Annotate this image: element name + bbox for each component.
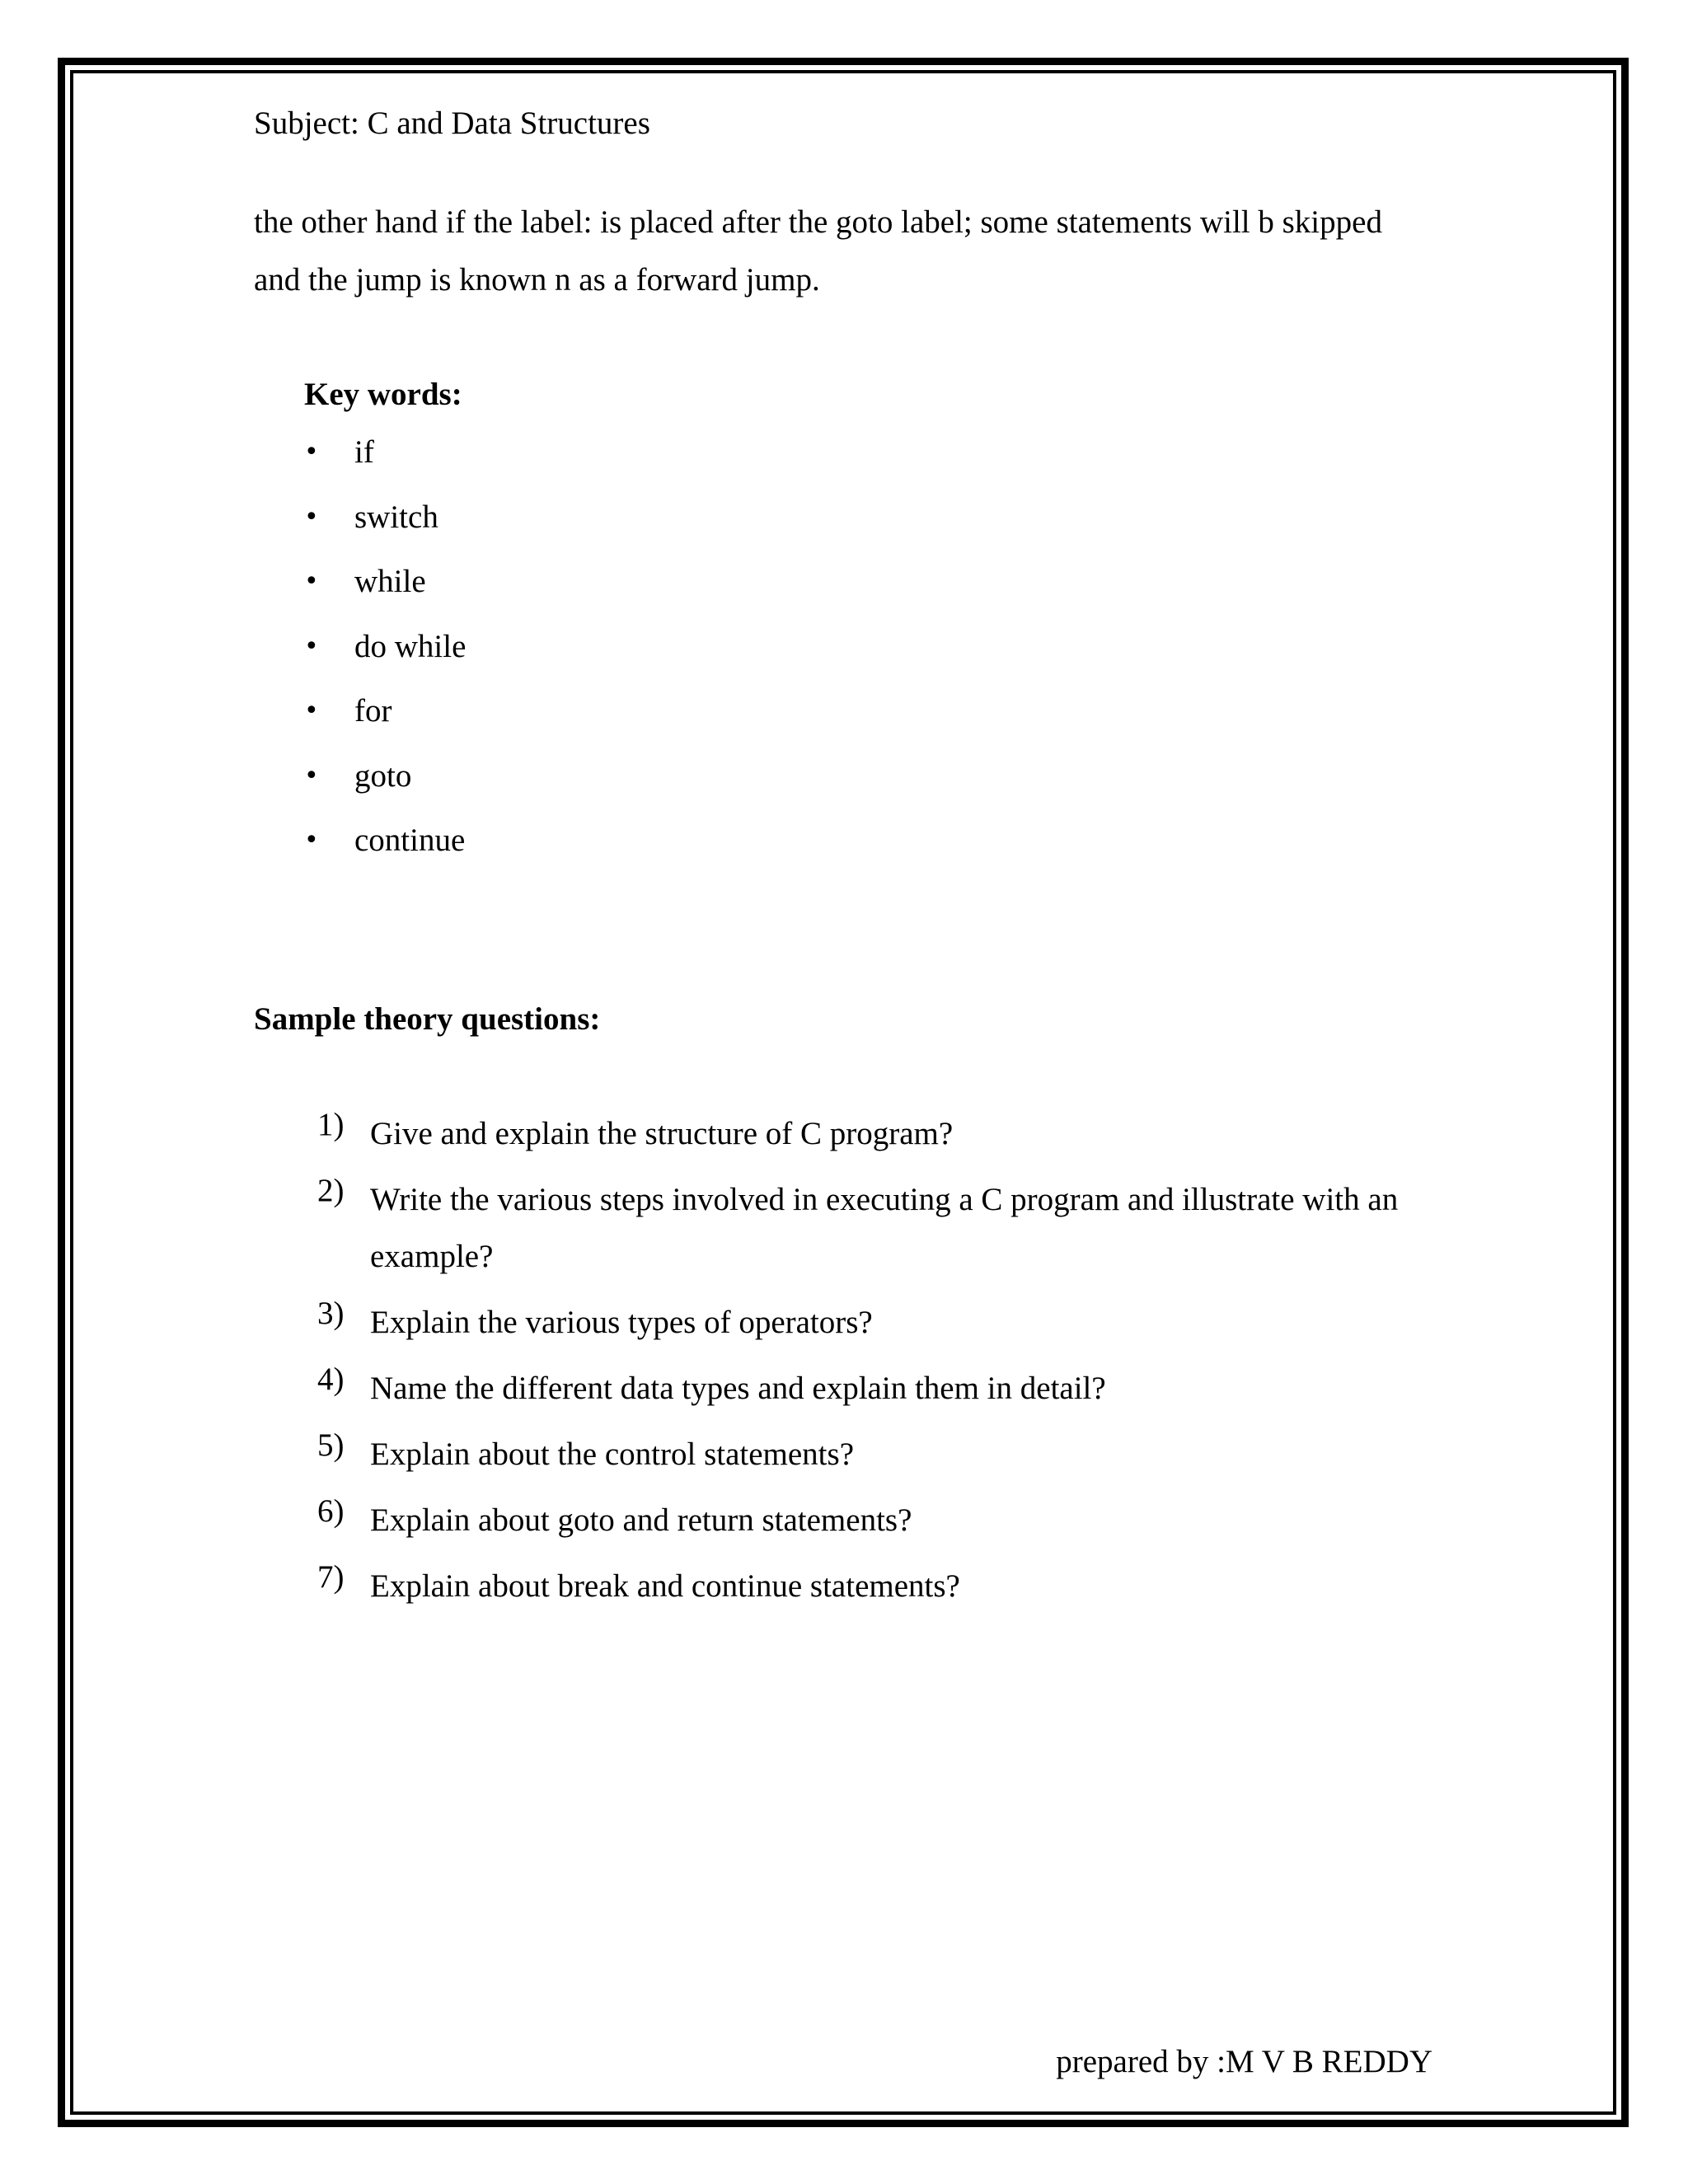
question-number: 3) [317,1296,345,1331]
question-item [317,1426,1442,1483]
question-number: 5) [317,1427,345,1463]
question-number: 2) [317,1173,345,1208]
subject-header: Subject: C and Data Structures [254,105,650,141]
question-text: Explain about goto and return statements? [370,1502,912,1538]
intro-paragraph-line-1: the other hand if the label: is placed after the goto label; some statements will b skipped [254,204,1382,240]
bullet-icon: • [304,438,319,466]
question-text: Explain about break and continue statements? [370,1568,960,1604]
keyword-label: while [354,564,426,599]
question-text: Name the different data types and explain them in detail? [370,1371,1106,1406]
question-item [317,1558,1442,1615]
prepared-by-footer: prepared by :M V B REDDY [1056,2044,1432,2079]
keyword-label: do while [354,628,467,664]
keyword-label: continue [354,823,466,858]
question-number: 7) [317,1559,345,1595]
keywords-heading: Key words: [304,377,462,412]
sample-questions-heading: Sample theory questions: [254,1001,601,1037]
bullet-icon: • [304,502,319,532]
bullet-icon: • [304,761,319,790]
question-item [317,1360,1442,1417]
keyword-label: goto [354,757,412,794]
question-number: 6) [317,1493,345,1529]
question-number: 1) [317,1107,345,1142]
keyword-label: switch [354,499,438,535]
question-number: 4) [317,1361,345,1397]
question-item [317,1294,1442,1351]
bullet-icon: • [304,631,319,661]
intro-paragraph-line-2: and the jump is known n as a forward jump. [254,262,820,298]
question-item [317,1105,1442,1162]
keyword-label: for [354,693,392,729]
bullet-icon: • [304,567,319,596]
keyword-label: if [354,434,374,470]
question-text: Explain the various types of operators? [370,1305,873,1340]
page-border-inner [70,70,1616,2115]
question-text: Give and explain the structure of C program? [370,1116,954,1151]
questions-list [317,1107,1442,1632]
bullet-icon: • [304,826,319,855]
bullet-icon: • [304,696,319,725]
question-item [317,1492,1442,1549]
question-item [317,1171,1442,1285]
question-text: Write the various steps involved in executing a C program and illustrate with an example? [370,1182,1399,1274]
question-text: Explain about the control statements? [370,1436,854,1472]
